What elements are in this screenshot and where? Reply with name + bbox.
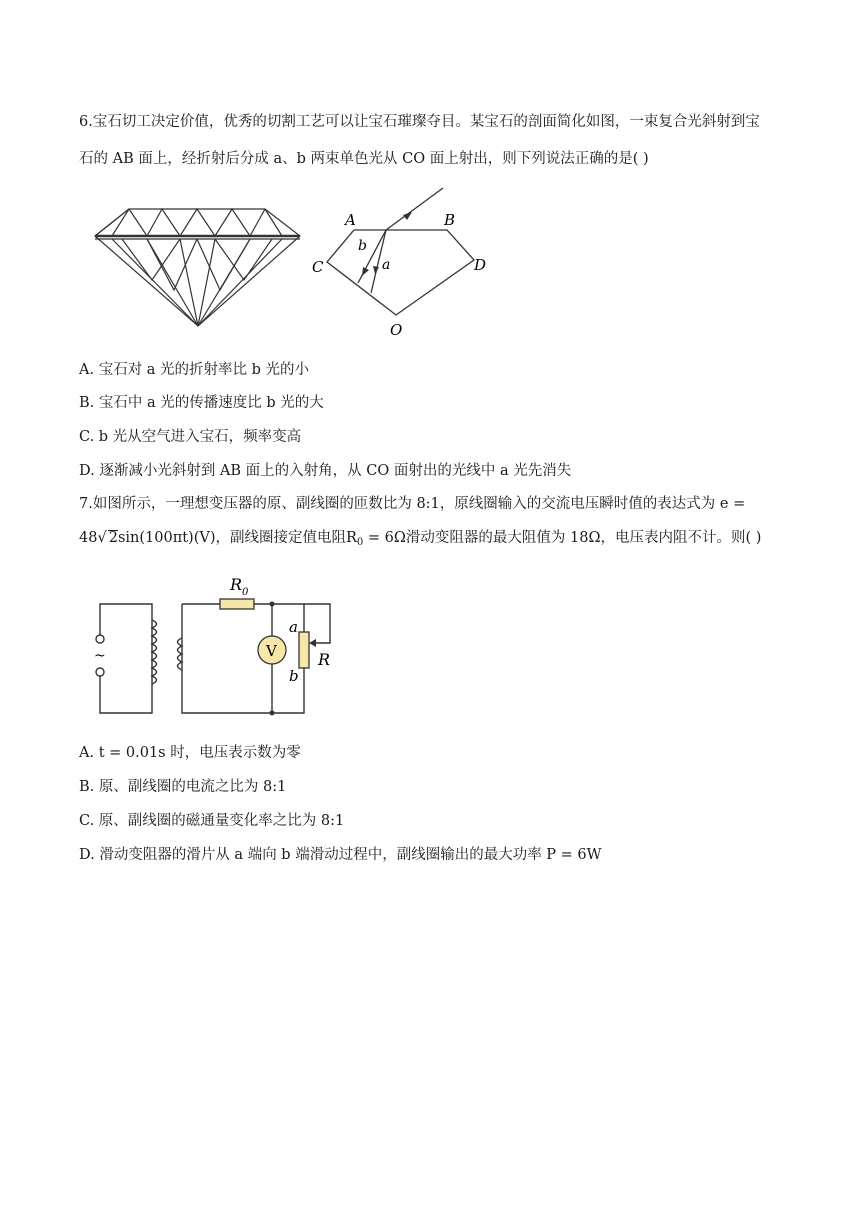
label-D: D	[474, 256, 487, 274]
rheostat	[299, 632, 309, 668]
label-A: A	[345, 211, 356, 229]
q6-option-b: B. 宝石中 a 光的传播速度比 b 光的大	[79, 395, 324, 411]
q7-stem-line-1: 7.如图所示，一理想变压器的原、副线圈的匝数比为 8:1，原线圈输入的交流电压瞬时值的表达式为 e =	[79, 496, 746, 512]
label-R0: R	[230, 575, 243, 594]
q7-r0-subscript: 0	[356, 537, 364, 548]
q7-expr-rest: sin(100πt)(V)，副线圈接定值电阻R	[117, 530, 357, 546]
gem-section-figure	[308, 185, 498, 340]
ac-source-symbol: ~	[94, 648, 106, 664]
q7-stem-line-2	[79, 528, 761, 553]
label-B: B	[444, 211, 456, 229]
sqrt-symbol: √	[97, 530, 107, 546]
label-R: R	[318, 650, 331, 669]
q7-expr-sqrt: 2	[108, 530, 118, 546]
q7-stem-tail: = 6Ω滑动变阻器的最大阻值为 18Ω，电压表内阻不计。则( )	[363, 530, 762, 546]
q7-option-b: B. 原、副线圈的电流之比为 8:1	[79, 779, 287, 795]
q6-stem-line-2: 石的 AB 面上，经折射后分成 a、b 两束单色光从 CO 面上射出，则下列说法正确的是( )	[79, 151, 649, 167]
q6-option-a: A. 宝石对 a 光的折射率比 b 光的小	[79, 362, 310, 378]
resistor-r0	[220, 599, 254, 609]
transformer-circuit-figure	[90, 568, 350, 720]
label-a-ray: a	[382, 257, 391, 273]
label-a-terminal: a	[289, 618, 298, 636]
q6-option-d: D. 逐渐减小光斜射到 AB 面上的入射角，从 CO 面射出的光线中 a 光先消失	[79, 463, 572, 479]
q7-option-a: A. t = 0.01s 时，电压表示数为零	[79, 745, 301, 761]
label-b-terminal: b	[289, 667, 299, 685]
label-O: O	[390, 321, 403, 339]
label-C: C	[312, 258, 324, 276]
slider-arrow-icon	[309, 639, 316, 647]
ray-b-arrow-icon	[362, 267, 369, 276]
q7-expr-coef: 48	[79, 530, 98, 546]
label-R0-sub: 0	[242, 587, 249, 598]
q7-option-c: C. 原、副线圈的磁通量变化率之比为 8:1	[79, 813, 345, 829]
label-b-ray: b	[358, 238, 367, 254]
incident-arrow-icon	[403, 212, 412, 220]
q6-stem-line-1: 6.宝石切工决定价值，优秀的切割工艺可以让宝石璀璨夺目。某宝石的剖面简化如图，一束复合光斜射到宝	[79, 114, 760, 130]
diamond-figure	[92, 205, 304, 331]
voltmeter-label: V	[266, 642, 277, 660]
q6-option-c: C. b 光从空气进入宝石，频率变高	[79, 429, 302, 445]
q7-option-d: D. 滑动变阻器的滑片从 a 端向 b 端滑动过程中，副线圈输出的最大功率 P = 6W	[79, 847, 602, 863]
